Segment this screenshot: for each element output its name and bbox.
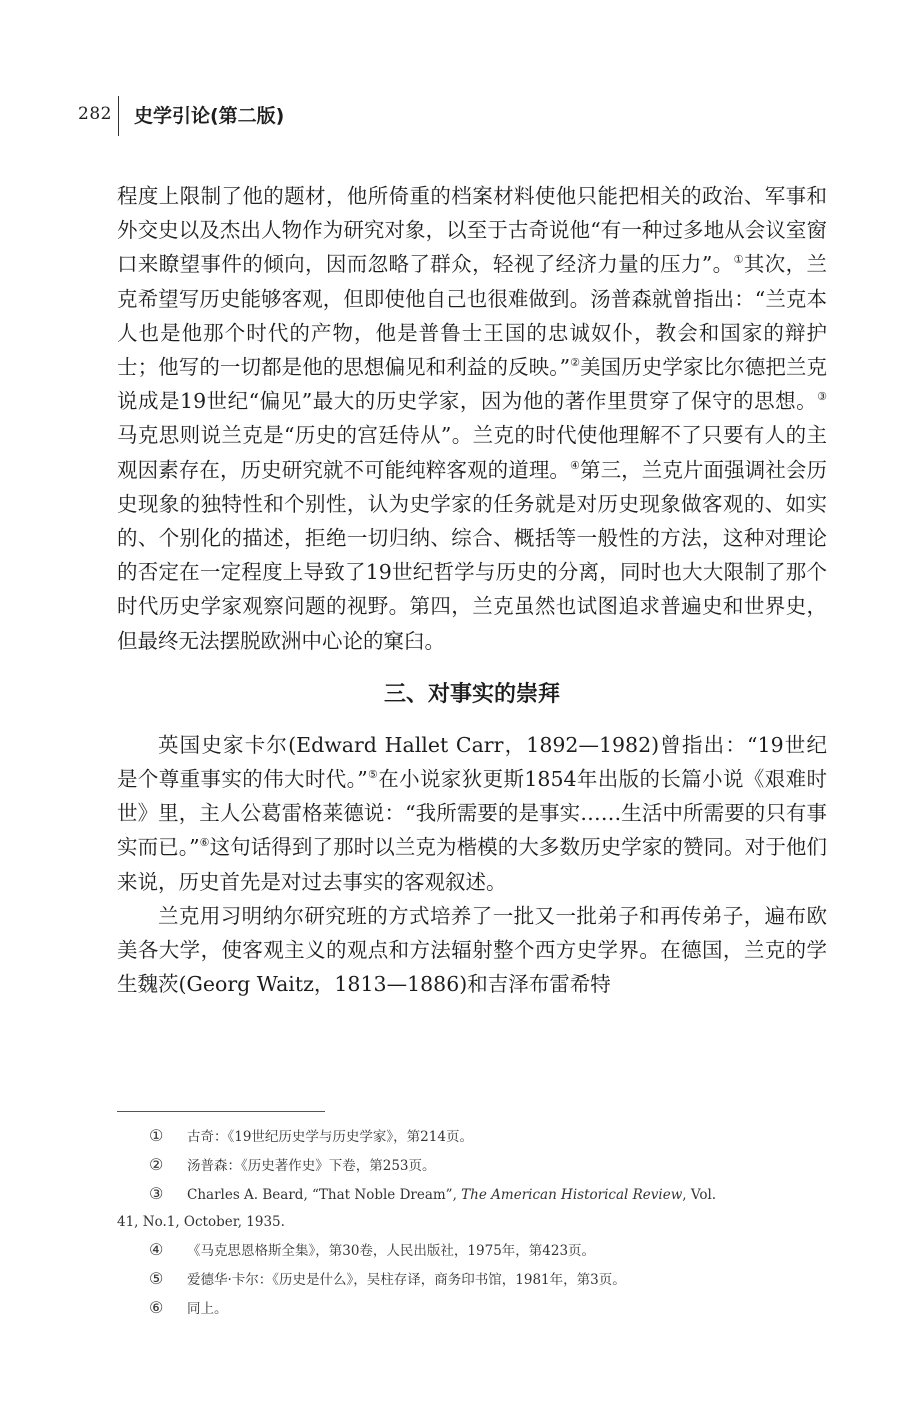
footnote-divider — [117, 1111, 325, 1112]
footnote-ref-4: ④ — [570, 458, 580, 472]
footnote-6 — [117, 1294, 827, 1323]
footnote-text: 古奇：《19世纪历史学与历史学家》，第214页。 — [187, 1129, 473, 1145]
footnote-5 — [117, 1265, 827, 1294]
footnote-2 — [117, 1151, 827, 1180]
paragraph-seminar: 兰克用习明纳尔研究班的方式培养了一批又一批弟子和再传弟子，遍布欧美各大学，使客观主义的观点和方法辐射整个西方史学界。在德国，兰克的学生魏茨(Georg Waitz，1813—1886)和吉泽布雷希特 — [117, 903, 827, 997]
footnote-marker: ② — [149, 1155, 164, 1174]
running-header — [0, 96, 900, 140]
page-number: 282 — [78, 104, 112, 124]
text-segment: 马克思则说兰克是“历史的宫廷侍从”。兰克的时代使他理解不了只要有人的主观因素存在，历史研究就不可能纯粹客观的道理。 — [117, 423, 827, 482]
footnote-marker: ① — [149, 1126, 164, 1145]
footnote-marker: ③ — [149, 1184, 164, 1203]
header-divider — [118, 96, 119, 136]
footnote-text: 爱德华·卡尔：《历史是什么》，吴柱存译，商务印书馆，1981年，第3页。 — [187, 1272, 626, 1288]
text-segment: 其次，兰克希望写历史能够客观，但即使他自己也很难做到。汤普森就曾指出：“兰克本人也是他那个时代的产物，他是普鲁士王国的忠诚奴仆，教会和国家的辩护士；他写的一切都是他的思想偏见和利益的反映。” — [117, 252, 827, 380]
footnotes — [117, 1122, 827, 1323]
footnote-text: 《马克思恩格斯全集》，第30卷，人民出版社，1975年，第423页。 — [187, 1243, 596, 1259]
section-heading: 三、对事实的崇拜 — [383, 681, 560, 707]
footnote-3-continuation: 41, No.1, October, 1935. — [117, 1214, 285, 1230]
footnote-marker: ⑥ — [149, 1298, 164, 1317]
text-segment: 美国历史学家比尔德把兰克说成是19世纪“偏见”最大的历史学家，因为他的著作里贯穿了保守的思想。 — [117, 355, 827, 414]
footnote-text: , Vol. — [682, 1187, 717, 1203]
footnote-text: 同上。 — [187, 1301, 228, 1317]
text-segment: 程度上限制了他的题材，他所倚重的档案材料使他只能把相关的政治、军事和外交史以及杰出人物作为研究对象，以至于古奇说他“有一种过多地从会议室窗口来瞭望事件的倾向，因而忽略了群众，轻视了经济力量的压力”。 — [117, 184, 827, 277]
footnote-ref-1: ① — [733, 253, 744, 267]
journal-title: The American Historical Review — [461, 1187, 683, 1203]
footnote-4 — [117, 1236, 827, 1265]
footnote-ref-5: ⑤ — [367, 768, 379, 782]
paragraph-carr — [117, 728, 827, 899]
footnote-1 — [117, 1122, 827, 1151]
footnote-text: Charles A. Beard, “That Noble Dream”, — [187, 1187, 457, 1203]
text-segment: 第三，兰克片面强调社会历史现象的独特性和个别性，认为史学家的任务就是对历史现象做客观的、如实的、个别化的描述，拒绝一切归纳、综合、概括等一般性的方法，这种对理论的否定在一定程度上导致了19世纪哲学与历史的分离，同时也大大限制了那个时代历史学家观察问题的视野。第四，兰克虽然也试图追求普遍史和世界史，但最终无法摆脱欧洲中心论的窠臼。 — [117, 457, 828, 653]
text-segment: 在小说家狄更斯1854年出版的长篇小说《艰难时世》里，主人公葛雷格莱德说：“我所需要的是事实……生活中所需要的只有事实而已。” — [117, 767, 828, 860]
paragraph-ranke-critique — [117, 179, 827, 658]
body-text — [117, 179, 827, 1001]
footnote-marker: ④ — [149, 1240, 164, 1259]
footnote-marker: ⑤ — [149, 1269, 164, 1288]
footnote-3 — [117, 1180, 827, 1209]
footnote-text: 汤普森：《历史著作史》下卷，第253页。 — [187, 1158, 436, 1174]
footnote-ref-2: ② — [570, 356, 581, 370]
book-title: 史学引论(第二版) — [134, 105, 285, 127]
text-segment: 这句话得到了那时以兰克为楷模的大多数历史学家的赞同。对于他们来说，历史首先是对过去事实的客观叙述。 — [117, 835, 827, 894]
text-segment: 英国史家卡尔(Edward Hallet Carr，1892—1982)曾指出：“19世纪是个尊重事实的伟大时代。” — [117, 732, 827, 792]
footnote-ref-6: ⑥ — [199, 836, 210, 850]
footnote-ref-3: ③ — [817, 390, 827, 404]
